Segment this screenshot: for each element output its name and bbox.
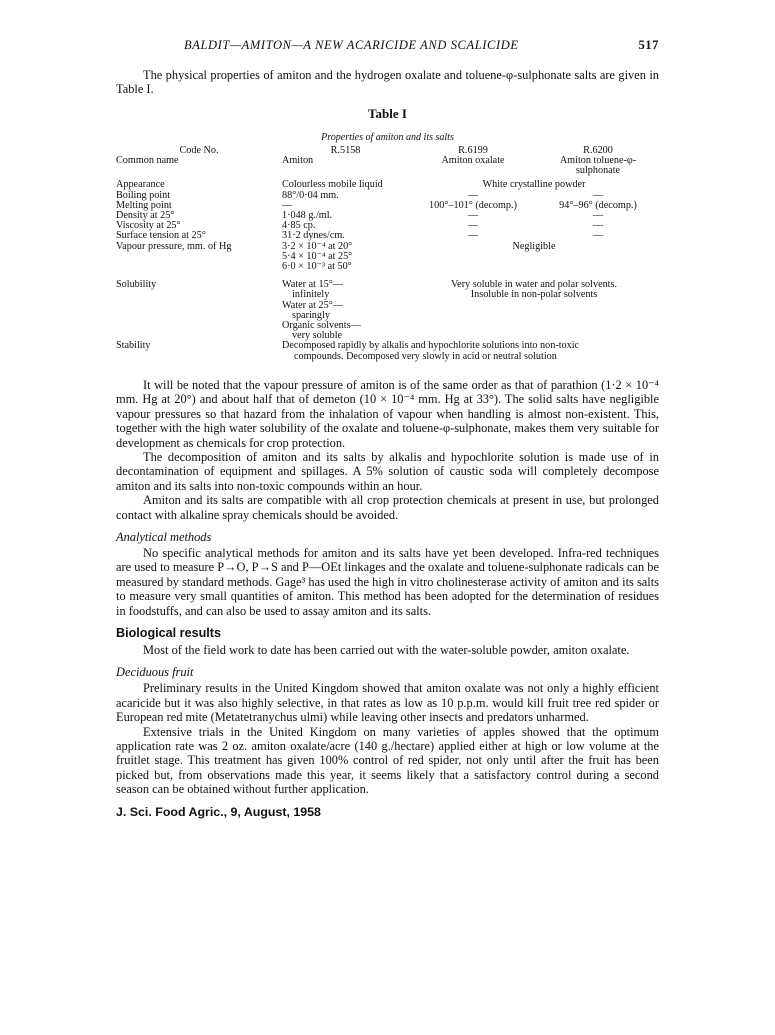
cell-value: Water at 15°— infinitely Water at 25°— sparingly Organic solvents— very soluble [282,279,361,342]
paragraph: Extensive trials in the United Kingdom on many varieties of apples showed that the optimum application rate was 2 oz. amiton oxalate/acre (140 g./hectare) applied either at high or low volume at the fruitlet stage. This treatment has given 100% control of red spider, not only until after the fruit has been picked but, from observations made this year, it seems likely that a satisfactory control during a second season can be obtained without further application. [116,724,659,797]
intro-paragraph: The physical properties of amiton and the hydrogen oxalate and toluene-φ-sulphonate salts are given in Table I. [116,68,659,97]
code-oxalate: R.6199 [458,144,488,156]
row-label: Density at 25° [116,210,175,222]
row-label: Melting point [116,199,172,211]
section-heading: Analytical methods [116,529,212,544]
cell-value: Colourless mobile liquid [282,179,383,191]
paragraph: Most of the field work to date has been carried out with the water-soluble powder, amiton oxalate. [143,642,630,657]
page-number: 517 [638,38,659,52]
running-head-title: BALDIT—AMITON—A NEW ACARICIDE AND SCALICIDE [184,38,519,52]
cell-value: Negligible [512,240,556,252]
common-name-toluene: Amiton toluene-φ- sulphonate [559,155,637,177]
table-row [116,156,659,176]
row-label: Solubility [116,279,157,291]
section-heading: Biological results [116,625,221,640]
cell-value: 94°–96° (decomp.) [559,199,637,211]
code-toluene: R.6200 [583,144,613,156]
cell-value: 1·048 g./ml. [282,210,333,222]
cell-value: 4·85 cp. [282,220,316,232]
table-row [116,201,659,211]
cell-value: — [467,189,479,201]
table-row [116,242,659,273]
table-title: Table I [368,105,407,121]
cell-value: — [282,199,293,211]
row-label: Vapour pressure, mm. of Hg [116,240,232,252]
table-caption: Properties of amiton and its salts [321,131,454,143]
table-row [116,180,659,190]
code-amiton: R.5158 [330,144,361,156]
journal-page [116,38,659,819]
cell-value: — [592,230,604,242]
running-head [116,38,659,56]
paragraph: The decomposition of amiton and its salts by alkalis and hypochlorite solution is made use of in decontamination of equipment and spillages. A 5% solution of caustic soda will completely decompose amiton and its salts into non-toxic compounds within an hour. [116,449,659,493]
paragraph: Amiton and its salts are compatible with all crop protection chemicals at present in use, but prolonged contact with alkaline spray chemicals should be avoided. [116,493,659,522]
section-heading: Deciduous fruit [116,665,194,680]
cell-value: 100°–101° (decomp.) [429,199,517,211]
cell-value: — [467,210,479,222]
paragraph: Preliminary results in the United Kingdom showed that amiton oxalate was not only a highly efficient acaricide but it was also highly selective, in that rates as low as 10 p.p.m. would kill fruit tree red spider or European red mite (Metatetranychus ulmi) while leaving other insects and predators unharmed. [116,681,659,725]
row-label: Appearance [116,179,165,191]
table-row [116,211,659,221]
cell-value: Very soluble in water and polar solvents. Insoluble in non-polar solvents [450,279,618,301]
cell-value: — [467,220,479,232]
paragraph: It will be noted that the vapour pressure of amiton is of the same order as that of parathion (1·2 × 10⁻⁴ mm. Hg at 20°) and about half that of demeton (10 × 10⁻⁴ mm. Hg at 33°). The solid salts have negligible vapour pressures so that hazard from the inhalation of vapour when handling is almost non-existent. This, together with the high water solubility of the oxalate and toluene-φ-sulphonate, makes them very suitable for development as chemicals for crop protection. [116,377,659,450]
row-label: Stability [116,340,151,352]
row-label: Boiling point [116,189,171,201]
common-name-label: Common name [116,155,179,167]
row-label: Viscosity at 25° [116,220,181,232]
common-name-oxalate: Amiton oxalate [441,155,505,167]
cell-value: 3·2 × 10⁻⁴ at 20° 5·4 × 10⁻⁴ at 25° 6·0 × 10⁻³ at 50° [282,240,353,273]
common-name-amiton: Amiton [282,155,314,167]
cell-value: — [592,220,604,232]
properties-table [116,146,659,362]
table-row [116,280,659,341]
row-label: Surface tension at 25° [116,230,206,242]
cell-value: Decomposed rapidly by alkalis and hypochlorite solutions into non-toxic compounds. Decomposed very slowly in acid or neutral solution [282,340,580,362]
cell-value: 31·2 dynes/cm. [282,230,345,242]
journal-citation: J. Sci. Food Agric., 9, August, 1958 [116,804,321,819]
table-row [116,341,659,361]
cell-value: White crystalline powder [482,179,586,191]
cell-value: — [592,189,604,201]
paragraph: No specific analytical methods for amiton and its salts have yet been developed. Infra-red techniques are used to measure P→O, P→S and P—OEt linkages and the oxalate and toluene-sulphonate radicals can be measured by standard methods. Gage³ has used the high in vitro cholinesterase activity of amiton and its salts to measure very small quantities of amiton. This method has been adopted for the determination of residues in foodstuffs, and can also be used to assay amiton and its salts. [116,545,659,618]
cell-value: — [467,230,479,242]
cell-value: 88°/0·04 mm. [282,189,339,201]
cell-value: — [592,210,604,222]
code-label: Code No. [179,144,219,156]
